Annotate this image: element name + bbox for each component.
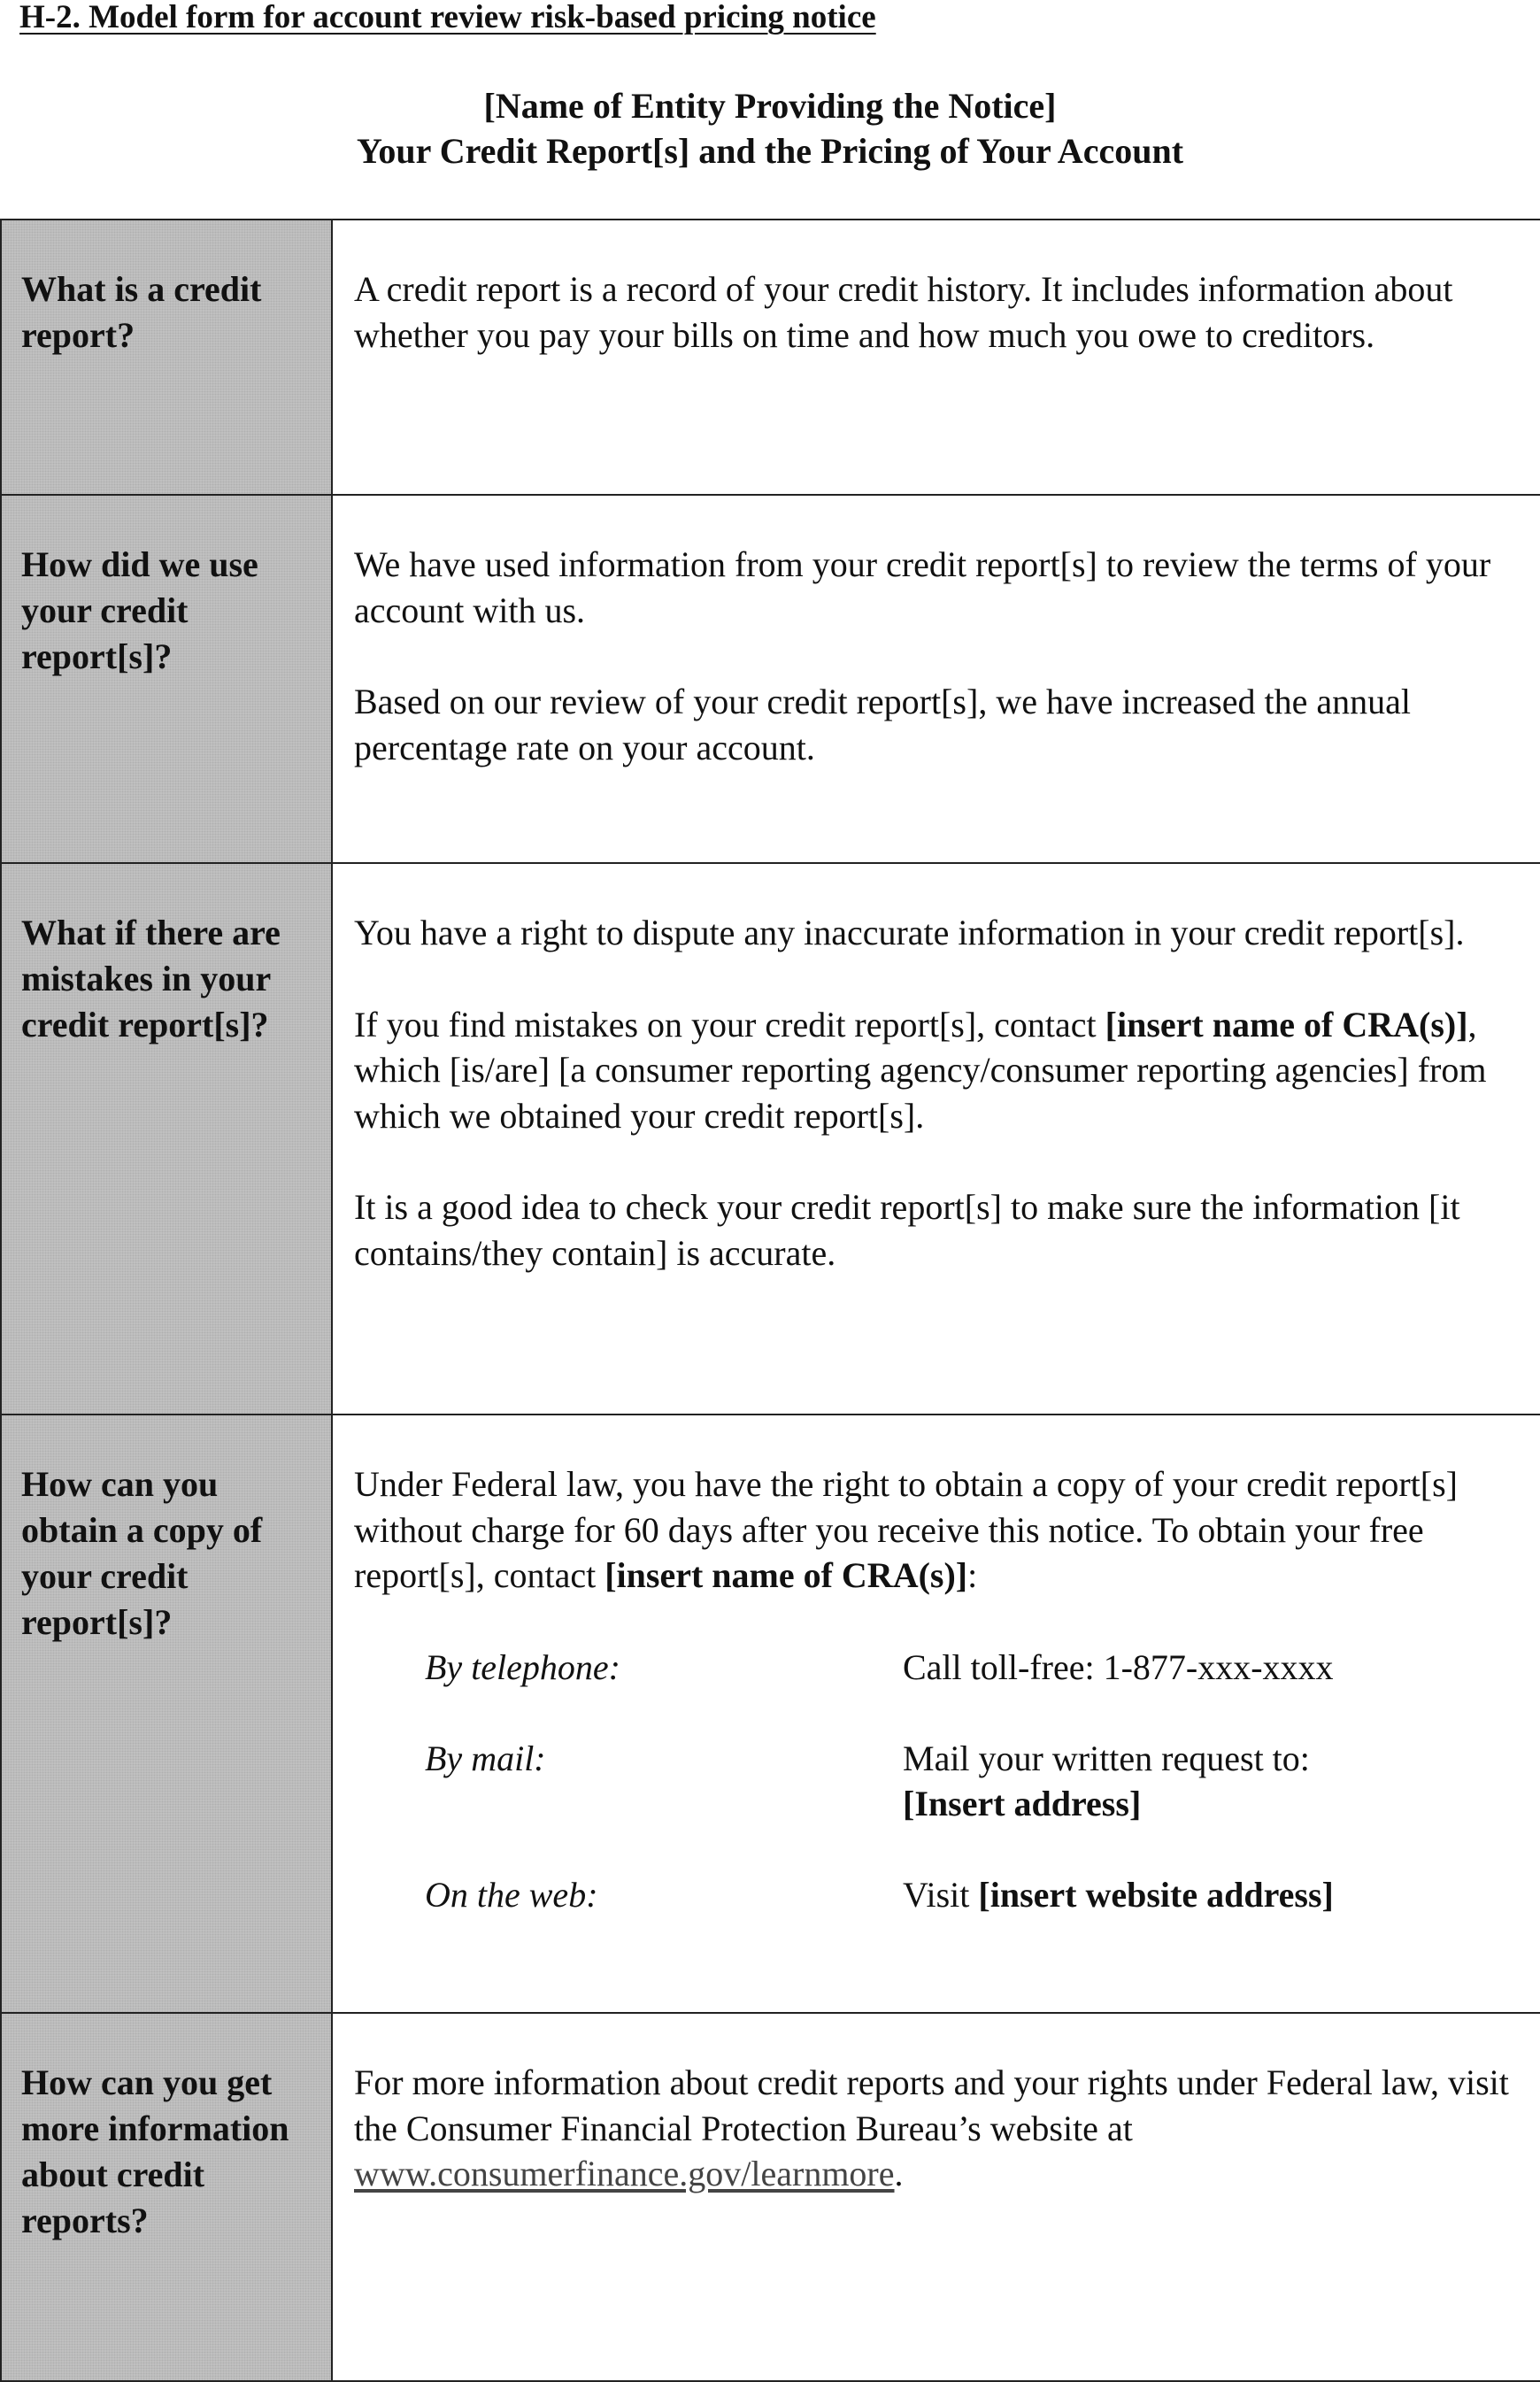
question-cell: [1, 220, 332, 495]
answer-cell: [332, 1415, 1540, 2013]
answer-paragraph: [354, 2060, 1521, 2197]
text-segment: , which [is/are] [a consumer reporting agency/consumer reporting agencies] from which we obtained your credit report[s].: [354, 1004, 1487, 1136]
question-cell: [1, 1415, 332, 2013]
question-text: How can you obtain a copy of your credit report[s]?: [21, 1464, 263, 1642]
answer-cell: [332, 220, 1540, 495]
contact-detail: [903, 1872, 1521, 1918]
answer-cell: [332, 2013, 1540, 2381]
contact-detail-text: Mail your written request to:: [903, 1738, 1310, 1778]
text-segment: For more information about credit reports and your rights under Federal law, visit the Consumer Financial Protection Bureau’s website at: [354, 2062, 1509, 2148]
answer-paragraph: We have used information from your credit report[s] to review the terms of your account with us.: [354, 544, 1491, 630]
contact-method-label: By mail:: [425, 1738, 546, 1778]
question-cell: [1, 495, 332, 863]
answer-paragraph: It is a good idea to check your credit report[s] to make sure the information [it contains/they contain] is accurate.: [354, 1187, 1460, 1273]
question-text: What is a credit report?: [21, 269, 262, 355]
notice-table: [0, 219, 1540, 2382]
website-placeholder: [insert website address]: [978, 1875, 1334, 1915]
contact-method-label: By telephone:: [425, 1646, 620, 1687]
contact-method-label: On the web:: [425, 1875, 598, 1915]
text-segment: :: [967, 1555, 978, 1595]
document-heading: H-2. Model form for account review risk-based pricing notice: [19, 0, 876, 35]
answer-paragraph: Based on our review of your credit report[s], we have increased the annual percentage rate on your account.: [354, 682, 1411, 767]
text-segment: Under Federal law, you have the right to obtain a copy of your credit report[s] without charge for 60 days after you receive this notice. To obtain your free report[s], contact: [354, 1464, 1458, 1595]
text-segment: If you find mistakes on your credit report[s], contact: [354, 1004, 1105, 1045]
answer-paragraph: A credit report is a record of your credit history. It includes information about whether you pay your bills on time and how much you owe to creditors.: [354, 269, 1453, 355]
contact-detail: Call toll-free: 1-877-xxx-xxxx: [903, 1646, 1334, 1687]
address-placeholder: [Insert address]: [903, 1784, 1142, 1823]
contact-methods: [354, 1645, 1521, 1918]
row-mistakes: [1, 863, 1540, 1415]
question-cell: [1, 863, 332, 1415]
contact-row-telephone: [354, 1645, 1521, 1691]
text-segment: .: [894, 2154, 904, 2193]
cra-name-placeholder: [insert name of CRA(s)]: [1105, 1004, 1468, 1045]
answer-paragraph: [354, 1461, 1521, 1599]
contact-row-mail: [354, 1736, 1521, 1827]
row-what-is-credit-report: [1, 220, 1540, 495]
row-obtain-copy: [1, 1415, 1540, 2013]
contact-detail-text: Visit: [903, 1875, 979, 1915]
question-text: How can you get more information about credit reports?: [21, 2062, 289, 2240]
row-how-did-we-use: [1, 495, 1540, 863]
notice-title: Your Credit Report[s] and the Pricing of Your Account: [356, 131, 1184, 171]
question-cell: [1, 2013, 332, 2381]
cra-name-placeholder: [insert name of CRA(s)]: [604, 1555, 968, 1595]
answer-paragraph: You have a right to dispute any inaccurate information in your credit report[s].: [354, 913, 1465, 952]
question-text: How did we use your credit report[s]?: [21, 544, 258, 676]
question-text: What if there are mistakes in your credit report[s]?: [21, 913, 281, 1045]
cfpb-website-link[interactable]: www.consumerfinance.gov/learnmore: [354, 2154, 895, 2193]
answer-cell: [332, 863, 1540, 1415]
row-more-information: [1, 2013, 1540, 2381]
contact-detail: [903, 1736, 1521, 1827]
answer-cell: [332, 495, 1540, 863]
entity-name-title: [Name of Entity Providing the Notice]: [483, 86, 1057, 126]
answer-paragraph: [354, 1002, 1521, 1139]
contact-row-web: [354, 1872, 1521, 1918]
